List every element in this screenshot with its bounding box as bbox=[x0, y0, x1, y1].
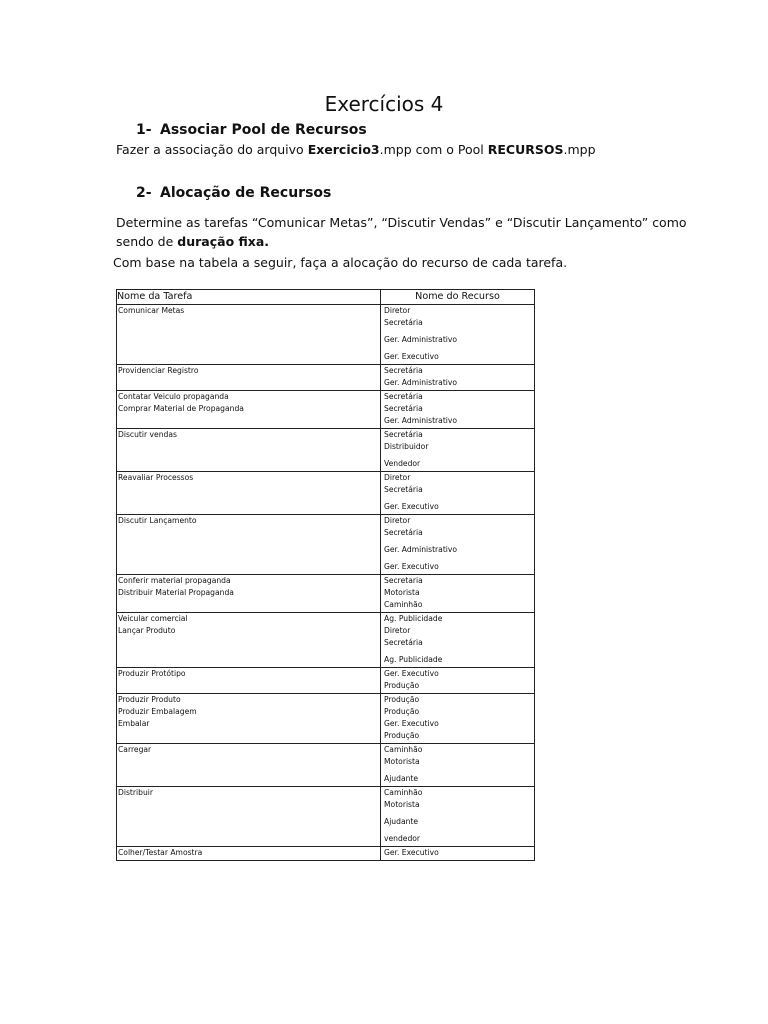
resource-cell bbox=[381, 391, 535, 429]
resource-name: Motorista bbox=[384, 588, 420, 597]
task-name: Discutir Lançamento bbox=[118, 516, 197, 525]
task-cell bbox=[117, 391, 381, 429]
task-name: Produzir Embalagem bbox=[118, 707, 197, 716]
resource-cell bbox=[381, 694, 535, 744]
file-name-exercicio3: Exercicio3 bbox=[307, 142, 380, 157]
task-cell bbox=[117, 575, 381, 613]
resource-name: vendedor bbox=[384, 834, 421, 843]
column-header-task: Nome da Tarefa bbox=[117, 290, 381, 305]
task-name: Discutir vendas bbox=[118, 430, 177, 439]
resource-name: Secretária bbox=[384, 392, 423, 401]
task-name: Providenciar Registro bbox=[118, 366, 199, 375]
resource-cell bbox=[381, 613, 535, 668]
table-row bbox=[117, 365, 535, 391]
resource-cell bbox=[381, 575, 535, 613]
task-name: Reavaliar Processos bbox=[118, 473, 194, 482]
resource-name: Produção bbox=[384, 681, 420, 690]
table-row bbox=[117, 744, 535, 787]
section-2-title: Alocação de Recursos bbox=[160, 185, 332, 201]
resource-cell bbox=[381, 515, 535, 575]
page-title: Exercícios 4 bbox=[324, 92, 444, 116]
task-name: Comunicar Metas bbox=[118, 306, 185, 315]
section-1-text bbox=[116, 141, 596, 159]
task-name: Distribuir bbox=[118, 788, 153, 797]
resource-name: Ag. Publicidade bbox=[384, 655, 443, 664]
resource-name: Ger. Executivo bbox=[384, 562, 439, 571]
resource-name: Diretor bbox=[384, 473, 411, 482]
section-1-title: Associar Pool de Recursos bbox=[160, 122, 367, 138]
task-name: Embalar bbox=[118, 719, 150, 728]
resource-name: Secretária bbox=[384, 366, 423, 375]
task-name: Contatar Veiculo propaganda bbox=[118, 392, 229, 401]
task-name: Conferir material propaganda bbox=[118, 576, 231, 585]
resource-name: Secretária bbox=[384, 430, 423, 439]
resource-cell bbox=[381, 668, 535, 694]
resource-name: Vendedor bbox=[384, 459, 421, 468]
resource-name: Produção bbox=[384, 731, 420, 740]
table-row bbox=[117, 391, 535, 429]
resource-name: Ger. Administrativo bbox=[384, 335, 458, 344]
resource-name: Ger. Executivo bbox=[384, 352, 439, 361]
resource-name: Secretaria bbox=[384, 576, 423, 585]
task-name: Comprar Material de Propaganda bbox=[118, 404, 244, 413]
resource-name: Ag. Publicidade bbox=[384, 614, 443, 623]
resource-cell bbox=[381, 472, 535, 515]
resource-name: Produção bbox=[384, 695, 420, 704]
task-name: Carregar bbox=[118, 745, 152, 754]
task-cell bbox=[117, 472, 381, 515]
resource-name: Motorista bbox=[384, 757, 420, 766]
column-header-resource: Nome do Recurso bbox=[381, 290, 535, 305]
task-cell bbox=[117, 429, 381, 472]
section-2-line-1: Determine as tarefas “Comunicar Metas”, “Discutir Vendas” e “Discutir Lançamento” como bbox=[116, 215, 687, 230]
task-cell bbox=[117, 613, 381, 668]
resource-name: Ger. Administrativo bbox=[384, 545, 458, 554]
resource-name: Caminhão bbox=[384, 788, 423, 797]
resource-name: Secretária bbox=[384, 404, 423, 413]
resource-name: Diretor bbox=[384, 306, 411, 315]
section-2-line-2 bbox=[116, 233, 269, 251]
task-cell bbox=[117, 787, 381, 847]
resource-name: Ger. Executivo bbox=[384, 502, 439, 511]
section-2-line-2-text: sendo de bbox=[116, 234, 178, 249]
section-1-text-b: .mpp com o Pool bbox=[379, 142, 488, 157]
section-2-heading bbox=[136, 184, 331, 202]
resource-name: Secretária bbox=[384, 318, 423, 327]
table-row bbox=[117, 429, 535, 472]
resource-cell bbox=[381, 305, 535, 365]
resource-cell bbox=[381, 365, 535, 391]
section-1-text-a: Fazer a associação do arquivo bbox=[116, 142, 308, 157]
resource-name: Secretária bbox=[384, 528, 423, 537]
task-cell bbox=[117, 694, 381, 744]
task-name: Produzir Protótipo bbox=[118, 669, 186, 678]
resource-name: Caminhão bbox=[384, 600, 423, 609]
resource-name: Ajudante bbox=[384, 817, 419, 826]
table-row bbox=[117, 694, 535, 744]
table-row bbox=[117, 613, 535, 668]
table-row bbox=[117, 305, 535, 365]
task-cell bbox=[117, 847, 381, 861]
resource-name: Diretor bbox=[384, 516, 411, 525]
task-cell bbox=[117, 515, 381, 575]
task-name: Distribuir Material Propaganda bbox=[118, 588, 234, 597]
resource-name: Ger. Administrativo bbox=[384, 416, 458, 425]
resource-name: Ger. Administrativo bbox=[384, 378, 458, 387]
resource-table bbox=[116, 289, 535, 861]
resource-name: Caminhão bbox=[384, 745, 423, 754]
table-row bbox=[117, 847, 535, 861]
section-1-number: 1- bbox=[136, 122, 152, 138]
resource-name: Distribuidor bbox=[384, 442, 429, 451]
section-2-line-3: Com base na tabela a seguir, faça a alocação do recurso de cada tarefa. bbox=[113, 255, 568, 270]
table-row bbox=[117, 787, 535, 847]
resource-name: Produção bbox=[384, 707, 420, 716]
task-cell bbox=[117, 744, 381, 787]
resource-cell bbox=[381, 787, 535, 847]
resource-name: Secretária bbox=[384, 638, 423, 647]
resource-name: Ger. Executivo bbox=[384, 719, 439, 728]
table-header-row bbox=[117, 290, 535, 305]
resource-name: Ajudante bbox=[384, 774, 419, 783]
task-name: Colher/Testar Amostra bbox=[118, 848, 203, 857]
resource-cell bbox=[381, 744, 535, 787]
resource-name: Ger. Executivo bbox=[384, 848, 439, 857]
section-2-number: 2- bbox=[136, 185, 152, 201]
resource-name: Diretor bbox=[384, 626, 411, 635]
task-cell bbox=[117, 668, 381, 694]
task-cell bbox=[117, 305, 381, 365]
table-row bbox=[117, 472, 535, 515]
section-1-heading bbox=[136, 121, 367, 139]
section-2-line-2-bold: duração fixa. bbox=[177, 234, 270, 249]
task-name: Veicular comercial bbox=[118, 614, 188, 623]
table-row bbox=[117, 668, 535, 694]
task-name: Lançar Produto bbox=[118, 626, 176, 635]
task-name: Produzir Produto bbox=[118, 695, 181, 704]
table-row bbox=[117, 515, 535, 575]
resource-name: Motorista bbox=[384, 800, 420, 809]
resource-name: Secretária bbox=[384, 485, 423, 494]
resource-cell bbox=[381, 429, 535, 472]
resource-name: Ger. Executivo bbox=[384, 669, 439, 678]
file-name-recursos: RECURSOS bbox=[487, 142, 564, 157]
task-cell bbox=[117, 365, 381, 391]
resource-cell bbox=[381, 847, 535, 861]
section-1-text-c: .mpp bbox=[563, 142, 596, 157]
table-row bbox=[117, 575, 535, 613]
